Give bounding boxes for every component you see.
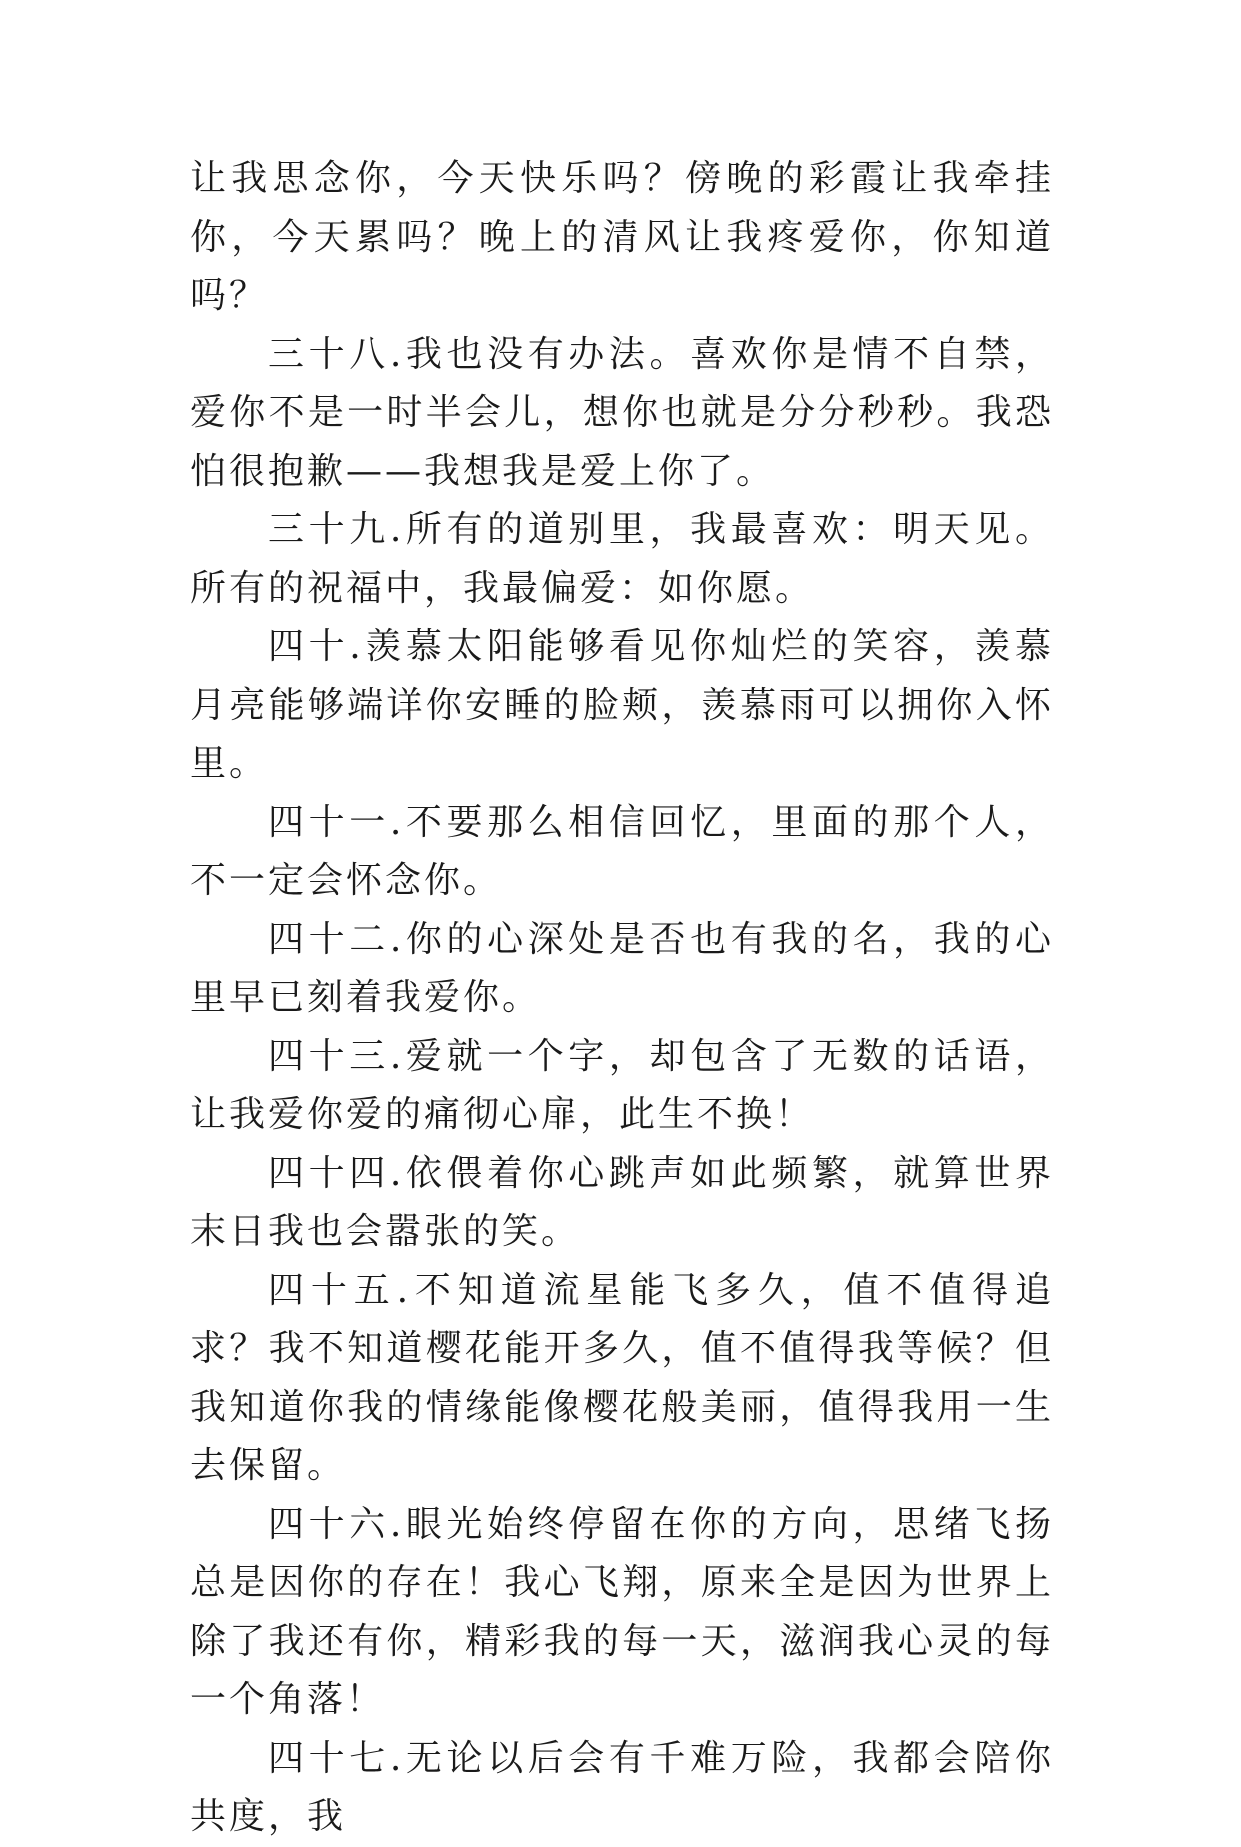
paragraph-47: 四十七.无论以后会有千难万险，我都会陪你共度，我 <box>190 1737 1054 1837</box>
paragraph-42: 四十二.你的心深处是否也有我的名，我的心里早已刻着我爱你。 <box>190 918 1054 1018</box>
paragraph-43: 四十三.爱就一个字，却包含了无数的话语，让我爱你爱的痛彻心扉，此生不换！ <box>190 1035 1054 1135</box>
document-body <box>190 150 1054 1847</box>
paragraph-39: 三十九.所有的道别里，我最喜欢：明天见。所有的祝福中，我最偏爱：如你愿。 <box>190 509 1054 609</box>
paragraph-40: 四十.羡慕太阳能够看见你灿烂的笑容，羡慕月亮能够端详你安睡的脸颊，羡慕雨可以拥你入怀里。 <box>190 626 1054 784</box>
paragraph-44: 四十四.依偎着你心跳声如此频繁，就算世界末日我也会嚣张的笑。 <box>190 1152 1054 1252</box>
paragraph-continuation: 让我思念你，今天快乐吗？傍晚的彩霞让我牵挂你，今天累吗？晚上的清风让我疼爱你，你知道吗？ <box>190 158 1054 316</box>
paragraph-41: 四十一.不要那么相信回忆，里面的那个人，不一定会怀念你。 <box>190 801 1054 901</box>
paragraph-45: 四十五.不知道流星能飞多久，值不值得追求？我不知道樱花能开多久，值不值得我等候？但我知道你我的情缘能像樱花般美丽，值得我用一生去保留。 <box>190 1269 1054 1486</box>
paragraph-38: 三十八.我也没有办法。喜欢你是情不自禁，爱你不是一时半会儿，想你也就是分分秒秒。我恐怕很抱歉——我想我是爱上你了。 <box>190 333 1054 492</box>
paragraph-46: 四十六.眼光始终停留在你的方向，思绪飞扬总是因你的存在！我心飞翔，原来全是因为世界上除了我还有你，精彩我的每一天，滋润我心灵的每一个角落！ <box>190 1503 1054 1720</box>
